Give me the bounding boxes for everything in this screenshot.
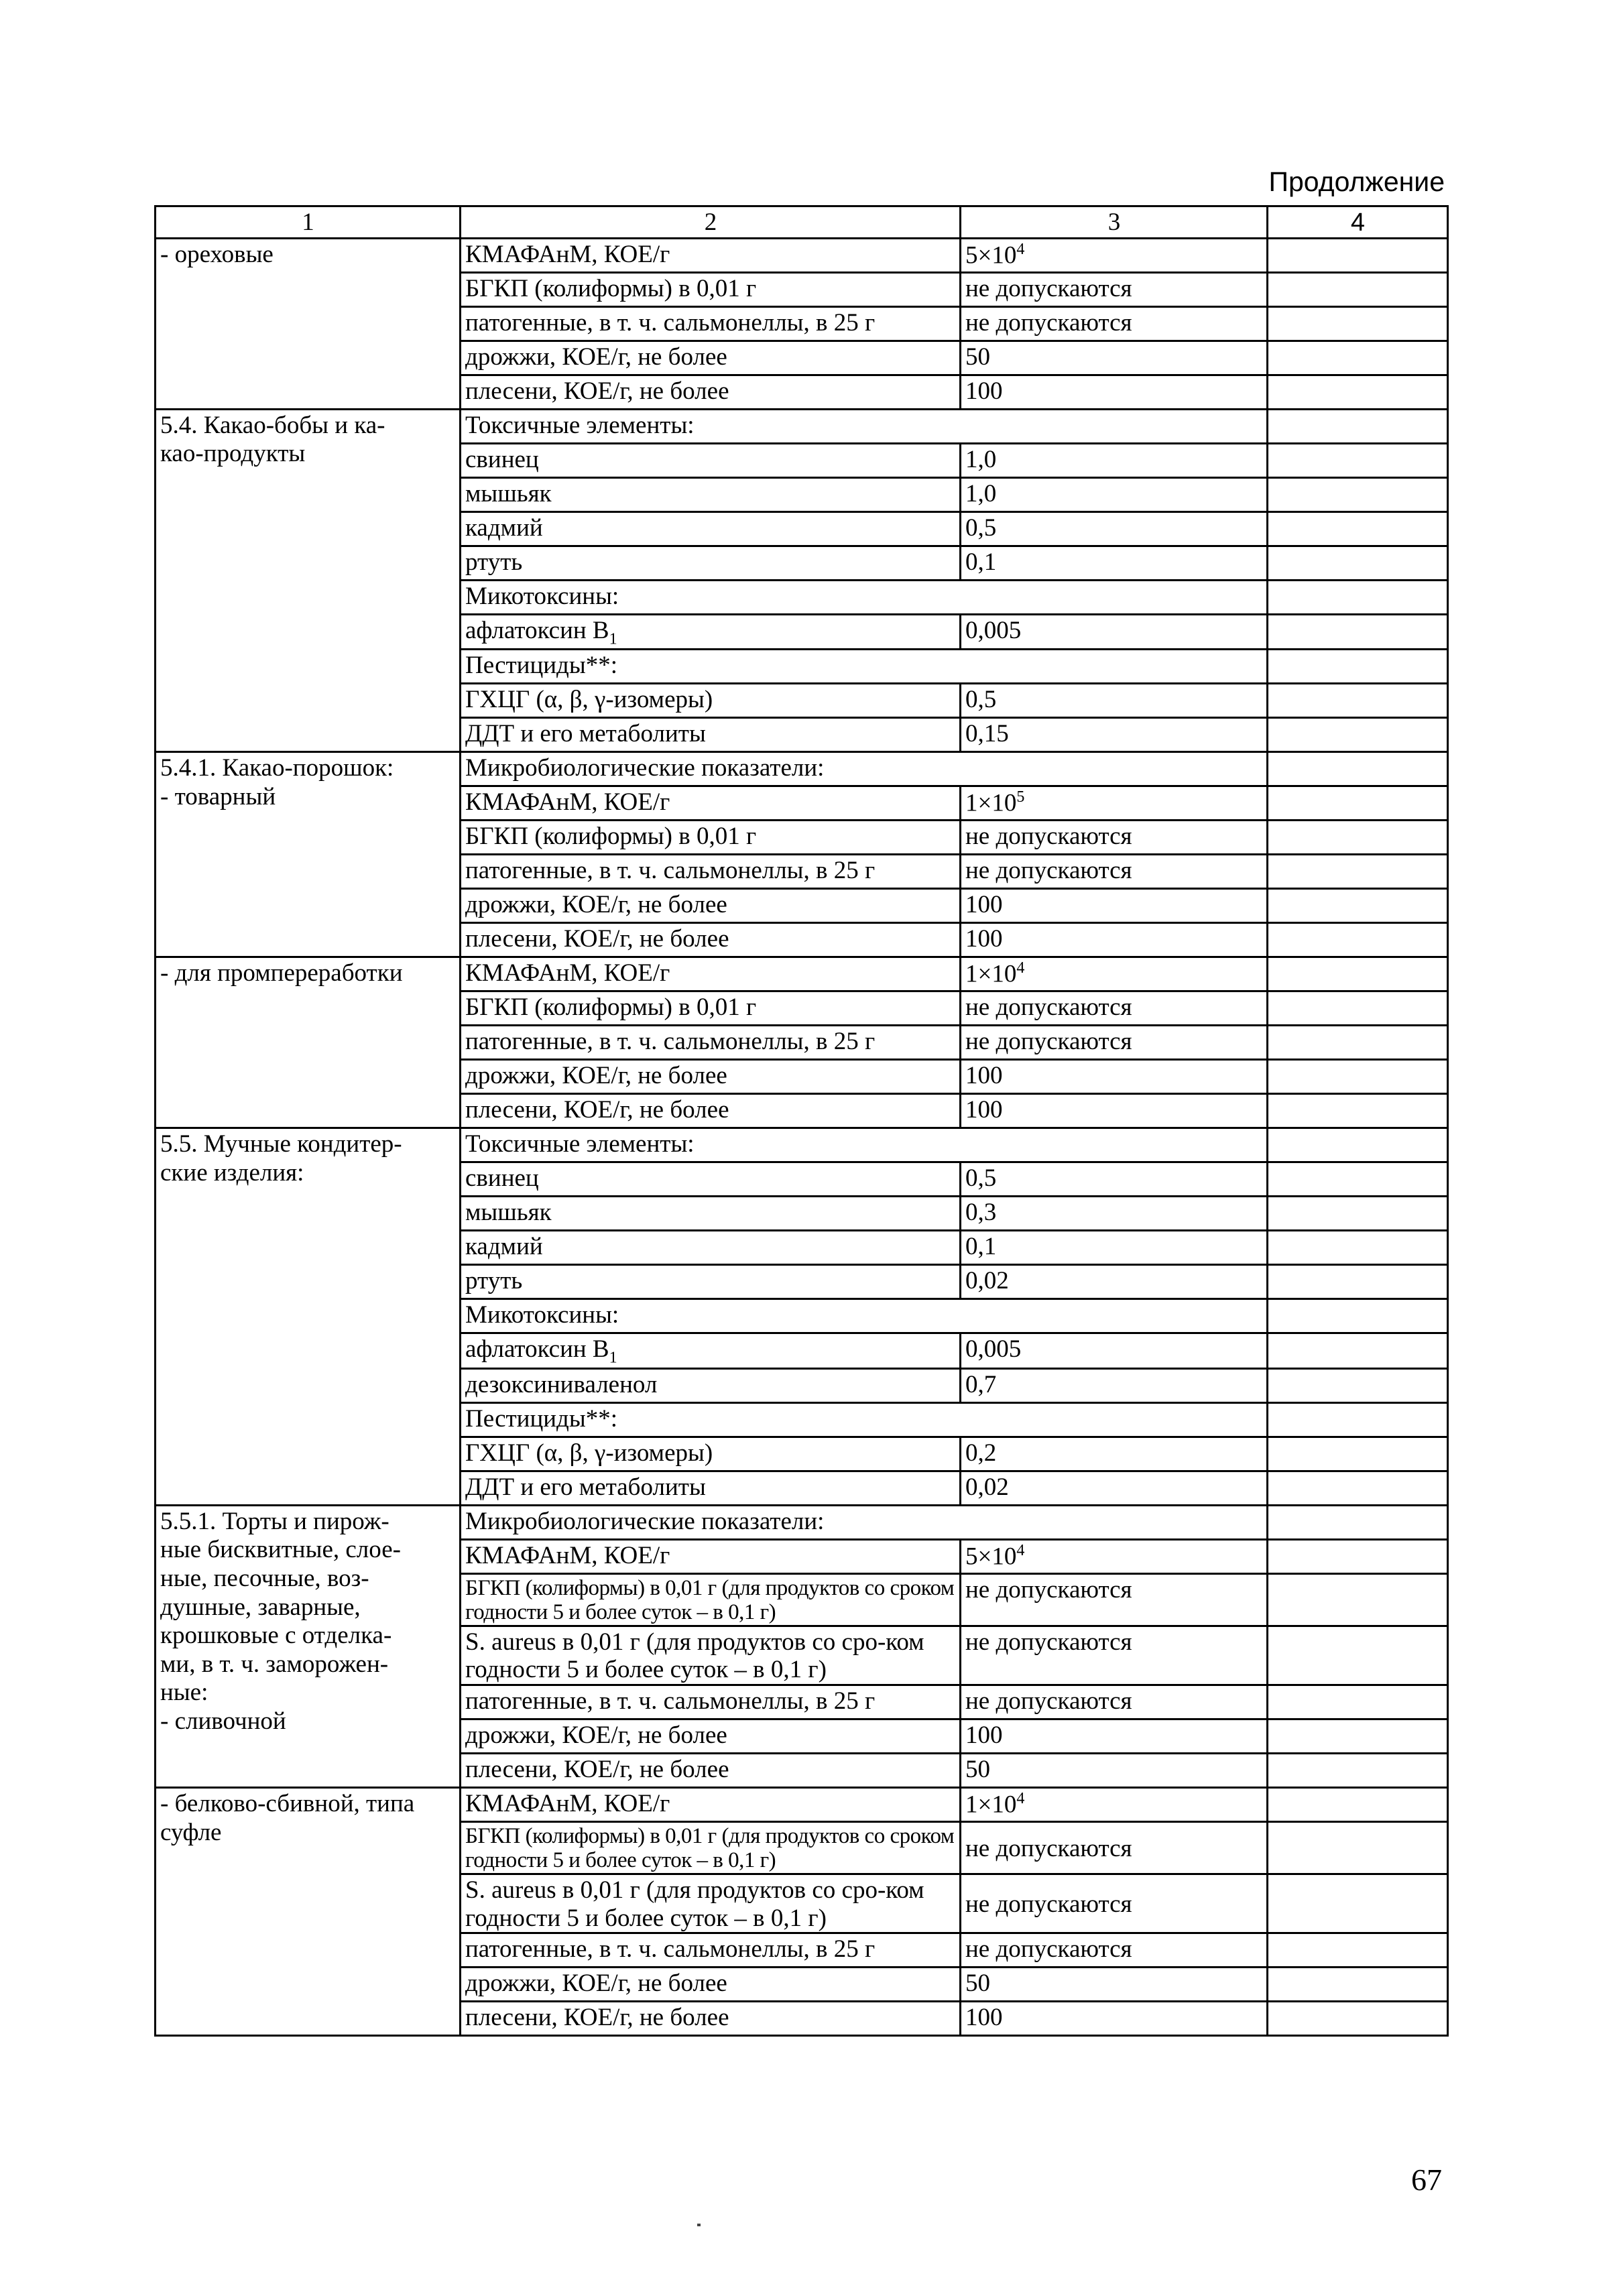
indicator-label: ДДТ и его метаболиты: [465, 1473, 706, 1501]
norm-value: 0,3: [965, 1199, 997, 1227]
norm-exponent: 4: [1016, 959, 1025, 977]
product-label: - белково-сбивной, типа суфле: [160, 1790, 415, 1846]
norm-value: не допускаются: [965, 1687, 1132, 1715]
indicator-cell: [461, 1128, 1268, 1162]
norm-cell: [961, 1874, 1268, 1933]
norm-cell: [961, 2002, 1268, 2036]
scan-dot: [697, 2224, 701, 2226]
indicator-cell: [461, 1437, 961, 1471]
note-cell: [1268, 752, 1448, 786]
norm-value: 100: [965, 2004, 1003, 2032]
indicator-cell: [461, 1402, 1268, 1437]
indicator-label: ДДТ и его метаболиты: [465, 720, 706, 748]
note-cell: [1268, 1368, 1448, 1402]
norm-value: не допускаются: [965, 1834, 1132, 1862]
norm-value: 0,5: [965, 686, 997, 714]
norm-value: 0,02: [965, 1473, 1009, 1501]
note-cell: [1268, 2002, 1448, 2036]
product-cell: [156, 238, 461, 409]
note-cell: [1268, 477, 1448, 511]
indicator-label: патогенные, в т. ч. сальмонеллы, в 25 г: [465, 857, 876, 885]
indicator-label: БГКП (колиформы) в 0,01 г: [465, 274, 757, 302]
note-cell: [1268, 855, 1448, 889]
norm-cell: [961, 238, 1268, 272]
indicator-label: патогенные, в т. ч. сальмонеллы, в 25 г: [465, 1687, 876, 1715]
norm-value: 5×10: [965, 1543, 1017, 1571]
norm-value: 50: [965, 1756, 990, 1784]
note-cell: [1268, 991, 1448, 1026]
note-cell: [1268, 1299, 1448, 1333]
norm-value: 1×10: [965, 1791, 1017, 1819]
indicator-label: БГКП (колиформы) в 0,01 г (для продуктов со сроком годности 5 и более суток – в 0,1 г): [465, 1824, 955, 1873]
norm-cell: [961, 1822, 1268, 1874]
note-cell: [1268, 1231, 1448, 1265]
indicator-label: ртуть: [465, 1267, 523, 1295]
table-row: [156, 238, 1448, 272]
indicator-label: дрожжи, КОЕ/г, не более: [465, 1970, 727, 1998]
note-cell: [1268, 1128, 1448, 1162]
note-cell: [1268, 821, 1448, 855]
norm-value: не допускаются: [965, 993, 1132, 1022]
indicator-label: S. aureus в 0,01 г (для продуктов со сро-ком годности 5 и более суток – в 0,1 г): [465, 1628, 924, 1684]
norm-cell: [961, 614, 1268, 650]
product-label: 5.4. Какао-бобы и ка- као-продукты: [160, 411, 385, 468]
norm-value: 0,2: [965, 1439, 997, 1467]
indicator-cell: [461, 991, 961, 1026]
note-cell: [1268, 1626, 1448, 1685]
indicator-cell: [461, 1299, 1268, 1333]
norm-cell: [961, 1573, 1268, 1626]
product-label: 5.5.1. Торты и пирож- ные бисквитные, слое- ные, песочные, воз- душные, заварные, крошковые с отделка- ми, в т. ч. заморожен- ные: - сливочной: [160, 1507, 401, 1735]
indicator-label: плесени, КОЕ/г, не более: [465, 1096, 729, 1124]
norm-cell: [961, 991, 1268, 1026]
note-cell: [1268, 1754, 1448, 1788]
product-label: 5.4.1. Какао-порошок: - товарный: [160, 754, 394, 810]
norm-value: 0,5: [965, 1164, 997, 1193]
indicator-cell: [461, 511, 961, 546]
norm-value: 0,15: [965, 720, 1009, 748]
indicator-label: Токсичные элементы:: [465, 411, 695, 439]
norm-cell: [961, 477, 1268, 511]
product-cell: [156, 409, 461, 752]
norm-cell: [961, 511, 1268, 546]
note-cell: [1268, 1060, 1448, 1094]
indicator-label: плесени, КОЕ/г, не более: [465, 925, 729, 953]
note-cell: [1268, 1822, 1448, 1874]
note-cell: [1268, 1573, 1448, 1626]
product-label: - для промпереработки: [160, 959, 403, 987]
norm-cell: [961, 684, 1268, 718]
header-col-1: 1: [156, 206, 461, 239]
product-label: 5.5. Мучные кондитер- ские изделия:: [160, 1130, 402, 1187]
note-cell: [1268, 511, 1448, 546]
product-cell: [156, 1128, 461, 1506]
indicator-cell: [461, 923, 961, 957]
indicator-label: КМАФАнМ, КОЕ/г: [465, 1541, 670, 1569]
indicator-cell: [461, 1788, 961, 1822]
indicator-cell: [461, 1162, 961, 1197]
norm-cell: [961, 1231, 1268, 1265]
indicator-cell: [461, 443, 961, 477]
note-cell: [1268, 1437, 1448, 1471]
note-cell: [1268, 1788, 1448, 1822]
indicator-label: ГХЦГ (α, β, γ-изомеры): [465, 1439, 713, 1467]
norm-value: не допускаются: [965, 1628, 1132, 1656]
norm-cell: [961, 786, 1268, 821]
product-cell: [156, 1505, 461, 1787]
norm-exponent: 5: [1016, 788, 1025, 806]
note-cell: [1268, 1719, 1448, 1754]
indicator-label: свинец: [465, 445, 539, 473]
product-cell: [156, 957, 461, 1128]
norm-value: не допускаются: [965, 857, 1132, 885]
indicator-cell: [461, 477, 961, 511]
requirements-table: [154, 205, 1449, 2037]
indicator-cell: [461, 1573, 961, 1626]
norm-value: 100: [965, 1096, 1003, 1124]
note-cell: [1268, 1685, 1448, 1719]
indicator-cell: [461, 684, 961, 718]
note-cell: [1268, 1026, 1448, 1060]
norm-cell: [961, 889, 1268, 923]
header-col-2: 2: [461, 206, 961, 239]
indicator-cell: [461, 1968, 961, 2002]
indicator-cell: [461, 1231, 961, 1265]
norm-cell: [961, 718, 1268, 752]
note-cell: [1268, 1968, 1448, 2002]
norm-cell: [961, 1162, 1268, 1197]
note-cell: [1268, 1505, 1448, 1539]
indicator-label: плесени, КОЕ/г, не более: [465, 377, 729, 405]
norm-cell: [961, 1265, 1268, 1299]
indicator-label: КМАФАнМ, КОЕ/г: [465, 788, 670, 817]
norm-exponent: 4: [1016, 240, 1025, 258]
indicator-cell: [461, 650, 1268, 684]
norm-cell: [961, 341, 1268, 375]
note-cell: [1268, 684, 1448, 718]
indicator-label: патогенные, в т. ч. сальмонеллы, в 25 г: [465, 1935, 876, 1963]
norm-exponent: 4: [1016, 1541, 1025, 1559]
indicator-cell: [461, 957, 961, 991]
note-cell: [1268, 1539, 1448, 1573]
note-cell: [1268, 923, 1448, 957]
note-cell: [1268, 341, 1448, 375]
note-cell: [1268, 1265, 1448, 1299]
indicator-subscript: 1: [609, 1349, 617, 1367]
norm-cell: [961, 1539, 1268, 1573]
norm-value: 0,1: [965, 1233, 997, 1261]
norm-value: не допускаются: [965, 1028, 1132, 1056]
norm-cell: [961, 1026, 1268, 1060]
norm-cell: [961, 1933, 1268, 1968]
indicator-cell: [461, 821, 961, 855]
indicator-cell: [461, 409, 1268, 443]
note-cell: [1268, 889, 1448, 923]
indicator-label: дрожжи, КОЕ/г, не более: [465, 1062, 727, 1090]
indicator-label: БГКП (колиформы) в 0,01 г: [465, 823, 757, 851]
indicator-label: Микотоксины:: [465, 582, 619, 610]
table-body: [156, 238, 1448, 2035]
indicator-label: дрожжи, КОЕ/г, не более: [465, 1721, 727, 1750]
norm-value: 1×10: [965, 789, 1017, 817]
indicator-cell: [461, 1874, 961, 1933]
indicator-label: Микотоксины:: [465, 1301, 619, 1329]
table-row: [156, 1788, 1448, 1822]
norm-cell: [961, 1754, 1268, 1788]
page-number: 67: [1411, 2163, 1442, 2197]
norm-value: 1×10: [965, 960, 1017, 988]
note-cell: [1268, 1094, 1448, 1128]
norm-value: 100: [965, 377, 1003, 405]
norm-cell: [961, 375, 1268, 409]
indicator-cell: [461, 1368, 961, 1402]
norm-cell: [961, 1626, 1268, 1685]
indicator-cell: [461, 1505, 1268, 1539]
indicator-cell: [461, 889, 961, 923]
norm-cell: [961, 1060, 1268, 1094]
indicator-label: афлатоксин B: [465, 616, 609, 644]
indicator-label: БГКП (колиформы) в 0,01 г: [465, 993, 757, 1022]
header-col-3: 3: [961, 206, 1268, 239]
indicator-cell: [461, 1539, 961, 1573]
table-row: [156, 1128, 1448, 1162]
header-col-4: 4: [1268, 206, 1448, 239]
indicator-label: патогенные, в т. ч. сальмонеллы, в 25 г: [465, 1028, 876, 1056]
note-cell: [1268, 1471, 1448, 1505]
norm-cell: [961, 1094, 1268, 1128]
note-cell: [1268, 443, 1448, 477]
note-cell: [1268, 786, 1448, 821]
norm-cell: [961, 1333, 1268, 1369]
indicator-label: ртуть: [465, 548, 523, 576]
indicator-label: S. aureus в 0,01 г (для продуктов со сро-ком годности 5 и более суток – в 0,1 г): [465, 1876, 924, 1932]
header-row: [156, 206, 1448, 239]
note-cell: [1268, 580, 1448, 614]
norm-value: не допускаются: [965, 274, 1132, 302]
indicator-label: плесени, КОЕ/г, не более: [465, 2004, 729, 2032]
note-cell: [1268, 306, 1448, 341]
norm-value: 1,0: [965, 445, 997, 473]
note-cell: [1268, 546, 1448, 580]
note-cell: [1268, 272, 1448, 306]
indicator-subscript: 1: [609, 630, 617, 648]
note-cell: [1268, 1333, 1448, 1369]
indicator-cell: [461, 1197, 961, 1231]
norm-cell: [961, 443, 1268, 477]
norm-value: не допускаются: [965, 1575, 1132, 1604]
product-cell: [156, 752, 461, 957]
indicator-cell: [461, 1471, 961, 1505]
note-cell: [1268, 957, 1448, 991]
norm-value: не допускаются: [965, 823, 1132, 851]
indicator-cell: [461, 546, 961, 580]
indicator-cell: [461, 1626, 961, 1685]
norm-value: 0,02: [965, 1267, 1009, 1295]
indicator-cell: [461, 580, 1268, 614]
indicator-label: КМАФАнМ, КОЕ/г: [465, 959, 670, 987]
indicator-cell: [461, 375, 961, 409]
note-cell: [1268, 238, 1448, 272]
norm-cell: [961, 957, 1268, 991]
norm-value: 0,5: [965, 513, 997, 542]
indicator-cell: [461, 1754, 961, 1788]
indicator-cell: [461, 272, 961, 306]
norm-value: 0,005: [965, 616, 1022, 644]
note-cell: [1268, 1933, 1448, 1968]
indicator-label: Микробиологические показатели:: [465, 754, 825, 782]
norm-cell: [961, 1368, 1268, 1402]
indicator-label: КМАФАнМ, КОЕ/г: [465, 1790, 670, 1818]
norm-value: 100: [965, 1062, 1003, 1090]
indicator-cell: [461, 1333, 961, 1369]
note-cell: [1268, 718, 1448, 752]
indicator-cell: [461, 1719, 961, 1754]
product-cell: [156, 1788, 461, 2036]
norm-cell: [961, 821, 1268, 855]
norm-cell: [961, 1197, 1268, 1231]
norm-value: 1,0: [965, 479, 997, 507]
norm-value: не допускаются: [965, 1890, 1132, 1918]
table-row: [156, 1505, 1448, 1539]
norm-cell: [961, 306, 1268, 341]
norm-cell: [961, 923, 1268, 957]
norm-value: 5×10: [965, 241, 1017, 269]
indicator-cell: [461, 1060, 961, 1094]
indicator-label: дрожжи, КОЕ/г, не более: [465, 343, 727, 371]
indicator-label: Пестициды**:: [465, 1404, 618, 1433]
indicator-cell: [461, 614, 961, 650]
indicator-label: патогенные, в т. ч. сальмонеллы, в 25 г: [465, 308, 876, 337]
indicator-label: афлатоксин B: [465, 1335, 609, 1364]
indicator-label: БГКП (колиформы) в 0,01 г (для продуктов со сроком годности 5 и более суток – в 0,1 г): [465, 1575, 955, 1625]
norm-cell: [961, 1788, 1268, 1822]
continued-label: Продолжение: [1268, 166, 1445, 197]
indicator-label: дрожжи, КОЕ/г, не более: [465, 891, 727, 919]
norm-cell: [961, 546, 1268, 580]
indicator-cell: [461, 1026, 961, 1060]
indicator-cell: [461, 238, 961, 272]
norm-cell: [961, 1437, 1268, 1471]
indicator-cell: [461, 1265, 961, 1299]
indicator-label: кадмий: [465, 1233, 543, 1261]
indicator-cell: [461, 855, 961, 889]
note-cell: [1268, 1197, 1448, 1231]
note-cell: [1268, 1162, 1448, 1197]
norm-value: 100: [965, 1721, 1003, 1750]
norm-cell: [961, 855, 1268, 889]
norm-cell: [961, 1719, 1268, 1754]
norm-cell: [961, 1968, 1268, 2002]
indicator-label: ГХЦГ (α, β, γ-изомеры): [465, 686, 713, 714]
norm-value: 0,005: [965, 1335, 1022, 1364]
norm-value: не допускаются: [965, 308, 1132, 337]
norm-cell: [961, 272, 1268, 306]
note-cell: [1268, 1402, 1448, 1437]
indicator-label: плесени, КОЕ/г, не более: [465, 1756, 729, 1784]
norm-value: 0,7: [965, 1370, 997, 1398]
norm-exponent: 4: [1016, 1790, 1025, 1808]
table-row: [156, 409, 1448, 443]
norm-value: 50: [965, 343, 990, 371]
norm-value: не допускаются: [965, 1935, 1132, 1963]
indicator-label: свинец: [465, 1164, 539, 1193]
indicator-cell: [461, 1685, 961, 1719]
norm-cell: [961, 1685, 1268, 1719]
product-label: - ореховые: [160, 240, 274, 268]
note-cell: [1268, 1874, 1448, 1933]
norm-value: 100: [965, 925, 1003, 953]
indicator-label: Токсичные элементы:: [465, 1130, 695, 1158]
indicator-cell: [461, 341, 961, 375]
note-cell: [1268, 614, 1448, 650]
norm-cell: [961, 1471, 1268, 1505]
indicator-label: Пестициды**:: [465, 652, 618, 680]
indicator-cell: [461, 1933, 961, 1968]
note-cell: [1268, 375, 1448, 409]
note-cell: [1268, 650, 1448, 684]
indicator-label: мышьяк: [465, 479, 552, 507]
indicator-cell: [461, 2002, 961, 2036]
norm-value: 0,1: [965, 548, 997, 576]
indicator-cell: [461, 306, 961, 341]
indicator-cell: [461, 752, 1268, 786]
norm-value: 100: [965, 891, 1003, 919]
indicator-label: Микробиологические показатели:: [465, 1507, 825, 1535]
indicator-label: КМАФАнМ, КОЕ/г: [465, 240, 670, 268]
table-row: [156, 957, 1448, 991]
indicator-label: мышьяк: [465, 1199, 552, 1227]
indicator-cell: [461, 1094, 961, 1128]
indicator-cell: [461, 718, 961, 752]
norm-value: 50: [965, 1970, 990, 1998]
indicator-label: кадмий: [465, 513, 543, 542]
indicator-cell: [461, 1822, 961, 1874]
indicator-cell: [461, 786, 961, 821]
indicator-label: дезоксиниваленол: [465, 1370, 658, 1398]
table-row: [156, 752, 1448, 786]
note-cell: [1268, 409, 1448, 443]
